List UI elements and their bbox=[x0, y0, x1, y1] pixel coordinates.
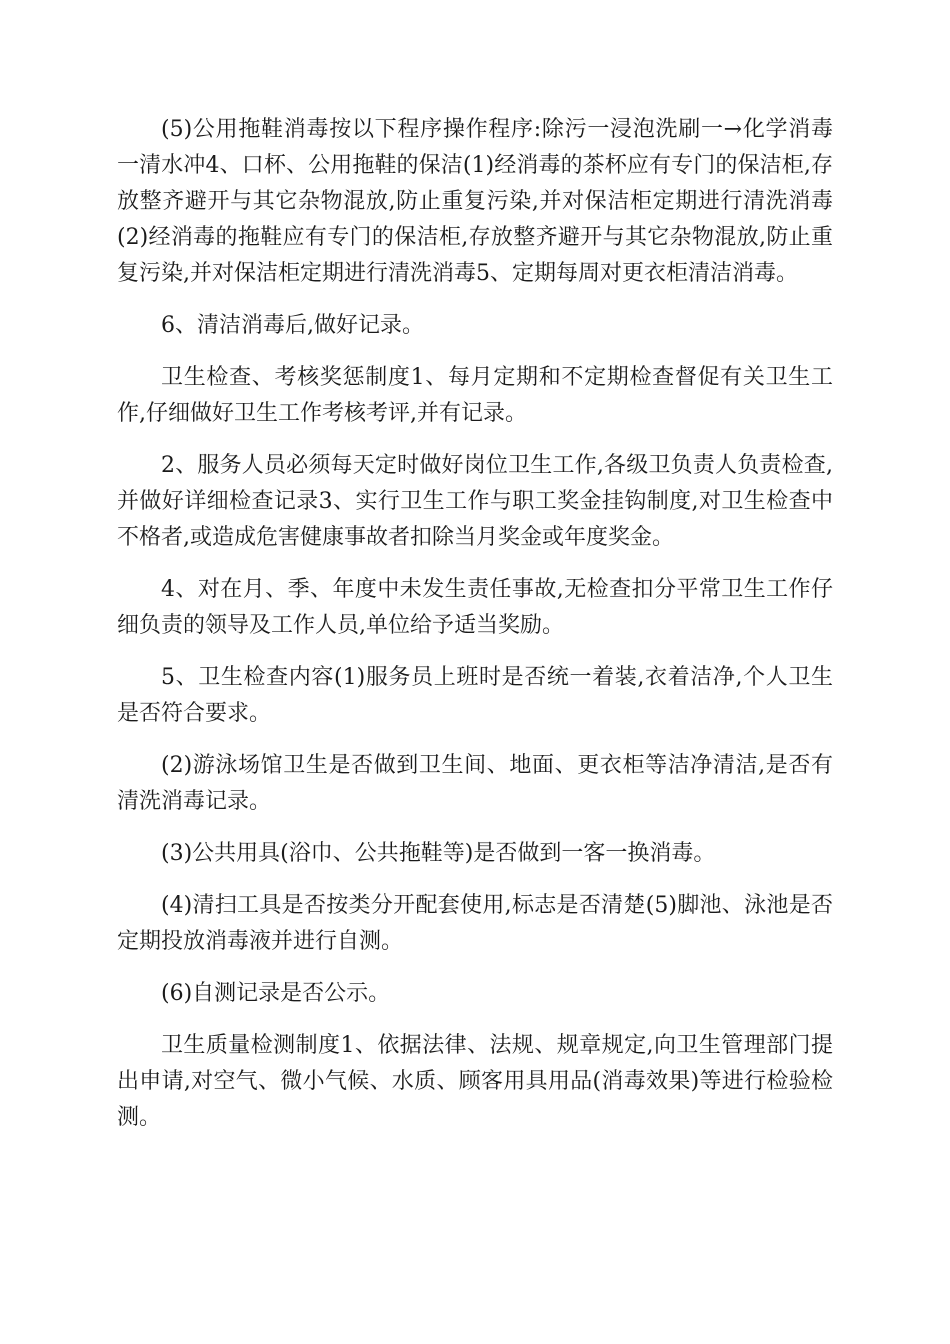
paragraph-inspection-content-2: (2)游泳场馆卫生是否做到卫生间、地面、更衣柜等洁净清洁,是否有清洗消毒记录。 bbox=[117, 753, 833, 814]
paragraph-rewards: 4、对在月、季、年度中未发生责任事故,无检查扣分平常卫生工作仔细负责的领导及工作人员,单位给予适当奖励。 bbox=[117, 577, 833, 638]
paragraph-inspection-content-3: (3)公共用具(浴巾、公共拖鞋等)是否做到一客一换消毒。 bbox=[161, 841, 716, 866]
document-page bbox=[117, 112, 833, 1152]
paragraph-inspection-system: 卫生检查、考核奖惩制度1、每月定期和不定期检查督促有关卫生工作,仔细做好卫生工作考核考评,并有记录。 bbox=[117, 365, 833, 426]
paragraph-inspection-content-1: 5、卫生检查内容(1)服务员上班时是否统一着装,衣着洁净,个人卫生是否符合要求。 bbox=[117, 665, 833, 726]
paragraph-inspection-content-6: (6)自测记录是否公示。 bbox=[161, 981, 391, 1006]
paragraph-record-after-cleaning: 6、清洁消毒后,做好记录。 bbox=[161, 313, 424, 338]
paragraph-staff-daily-duty: 2、服务人员必须每天定时做好岗位卫生工作,各级卫负责人负责检查,并做好详细检查记录3、实行卫生工作与职工奖金挂钩制度,对卫生检查中不格者,或造成危害健康事故者扣除当月奖金或年度奖金。 bbox=[117, 453, 833, 550]
paragraph-inspection-content-4-5: (4)清扫工具是否按类分开配套使用,标志是否清楚(5)脚池、泳池是否定期投放消毒液并进行自测。 bbox=[117, 893, 833, 954]
paragraph-slipper-disinfection: (5)公用拖鞋消毒按以下程序操作程序:除污一浸泡洗刷一→化学消毒一清水冲4、口杯、公用拖鞋的保洁(1)经消毒的茶杯应有专门的保洁柜,存放整齐避开与其它杂物混放,防止重复污染,并对保洁柜定期进行清洗消毒(2)经消毒的拖鞋应有专门的保洁柜,存放整齐避开与其它杂物混放,防止重复污染,并对保洁柜定期进行清洗消毒5、定期每周对更衣柜清洁消毒。 bbox=[117, 117, 833, 286]
paragraph-quality-testing: 卫生质量检测制度1、依据法律、法规、规章规定,向卫生管理部门提出申请,对空气、微小气候、水质、顾客用具用品(消毒效果)等进行检验检测。 bbox=[117, 1033, 833, 1130]
